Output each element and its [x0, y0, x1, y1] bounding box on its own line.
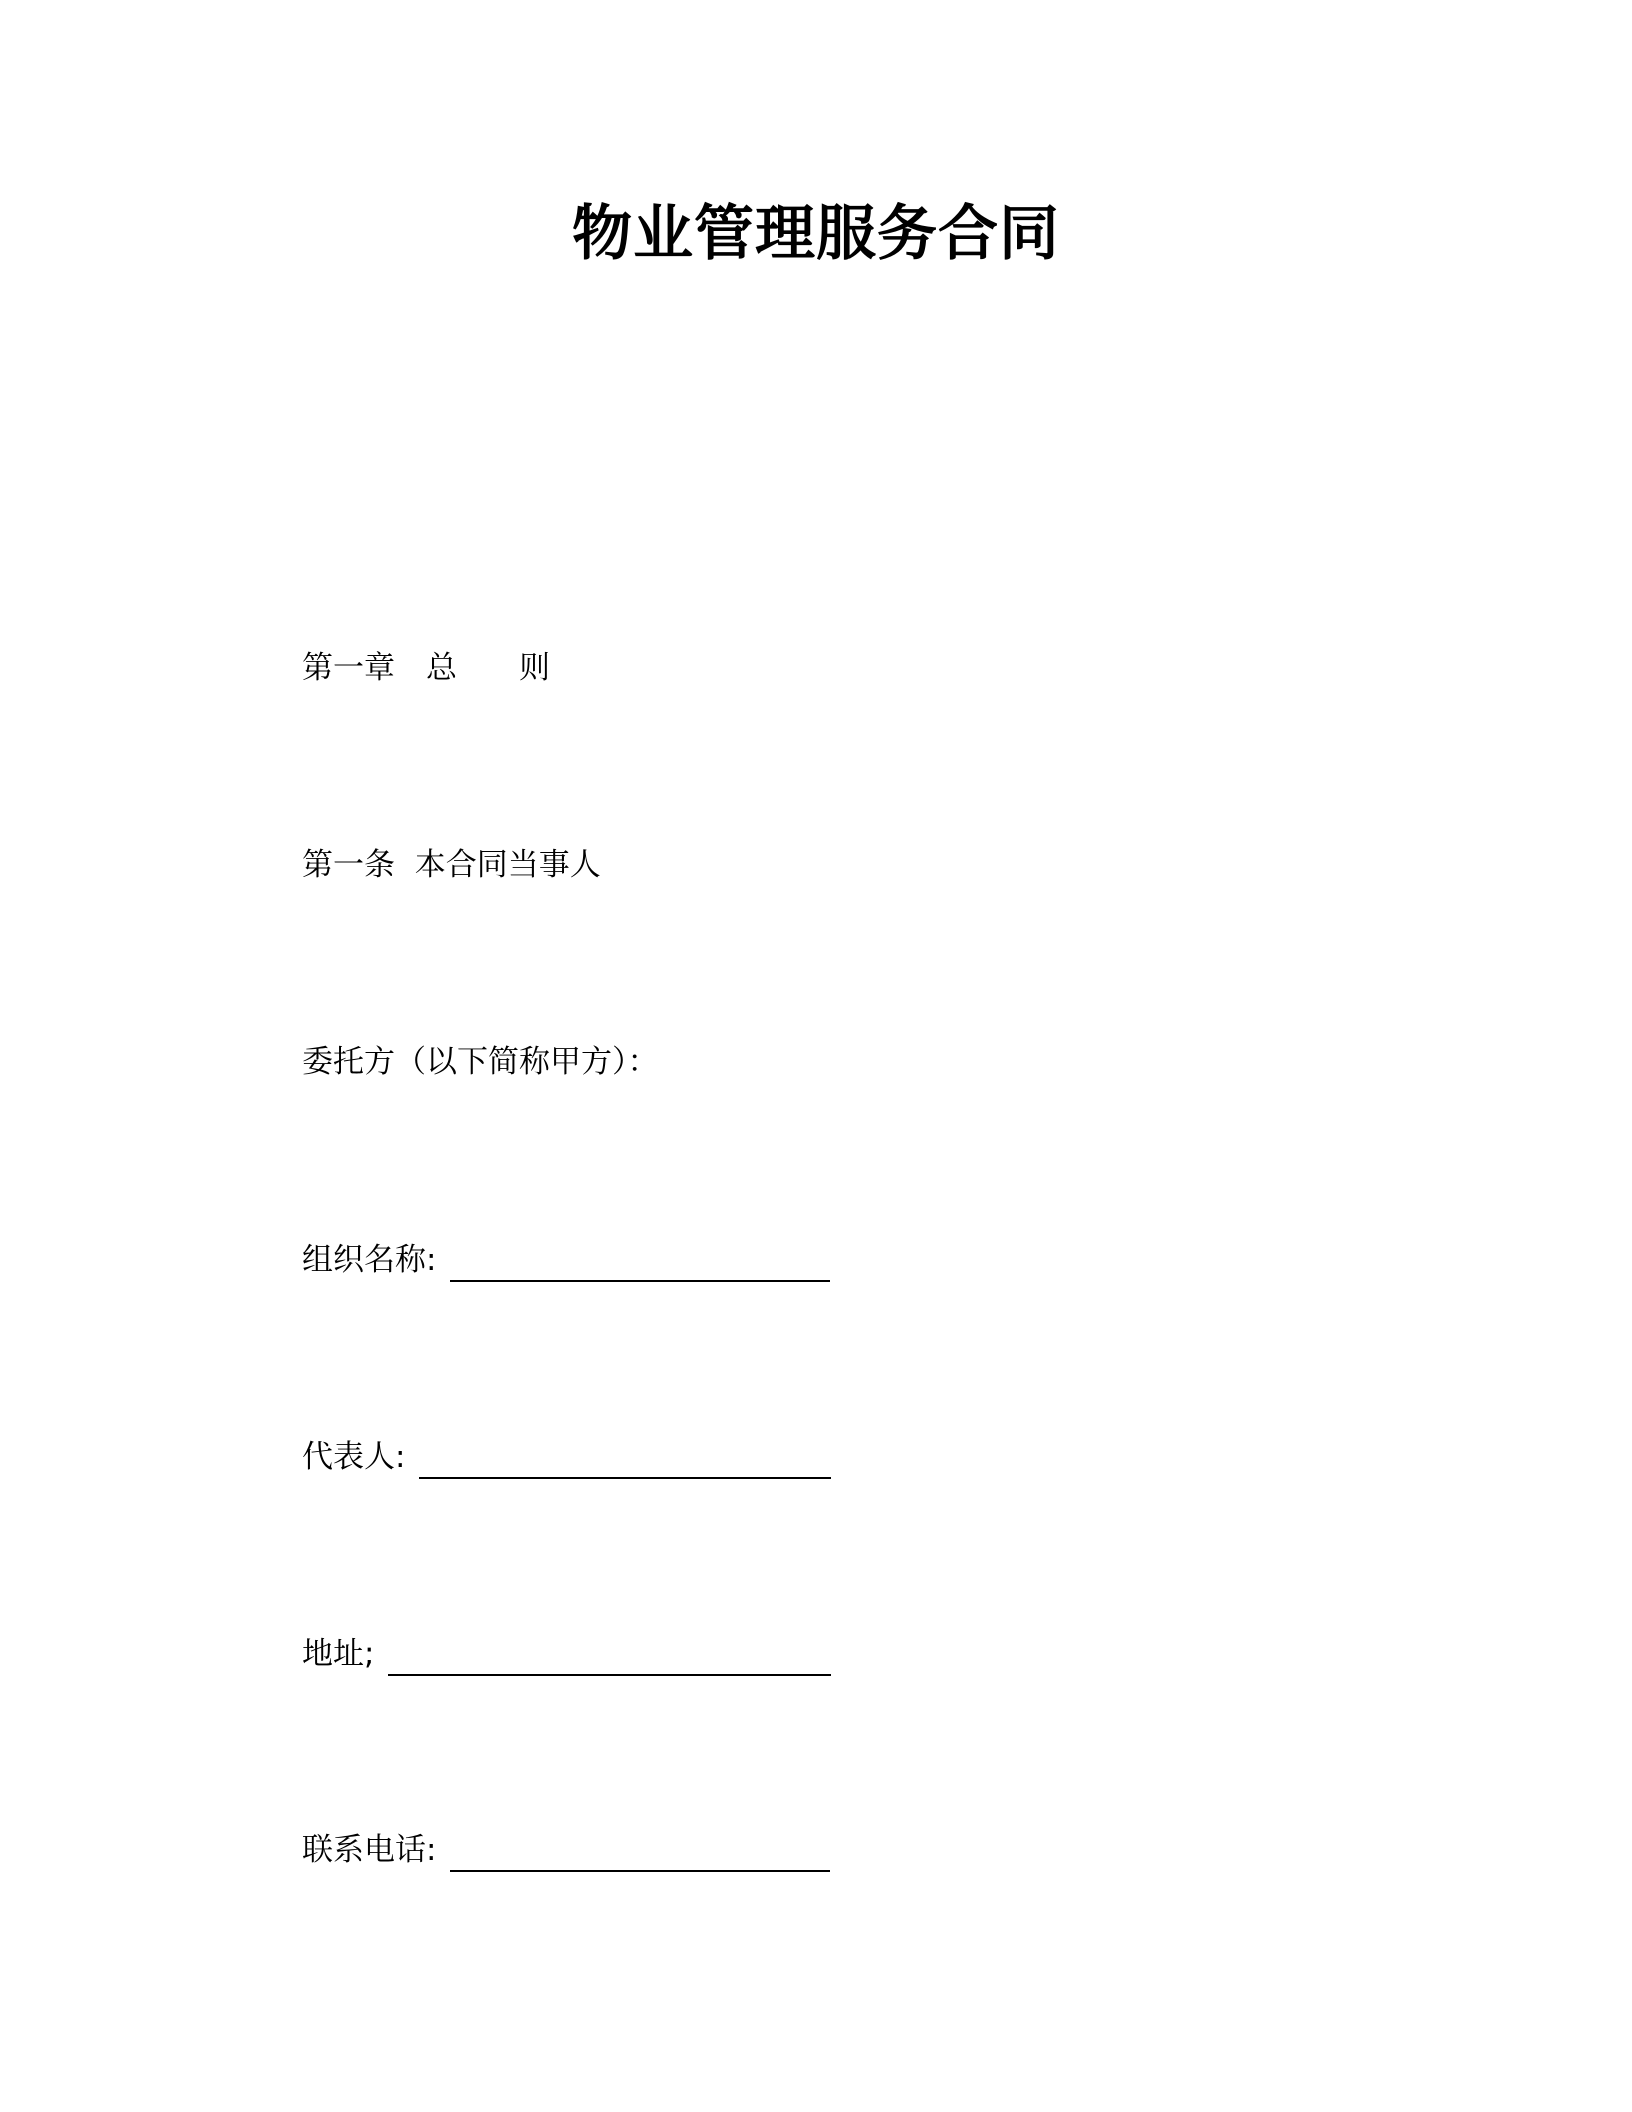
party-intro: 委托方（以下简称甲方）： — [302, 1044, 659, 1080]
org-name-blank[interactable] — [450, 1244, 830, 1282]
phone-blank[interactable] — [450, 1834, 830, 1872]
representative-label: 代表人: — [302, 1439, 406, 1475]
org-name-label: 组织名称: — [302, 1242, 437, 1278]
address-label: 地址; — [302, 1636, 375, 1672]
phone-label: 联系电话: — [302, 1832, 437, 1868]
address-blank[interactable] — [388, 1638, 831, 1676]
chapter-heading: 第一章 总 则 — [302, 650, 550, 686]
representative-row — [302, 1429, 831, 1479]
phone-row — [302, 1822, 830, 1872]
article-heading: 第一条 本合同当事人 — [302, 847, 601, 883]
org-name-row — [302, 1232, 830, 1282]
representative-blank[interactable] — [419, 1441, 831, 1479]
document-title: 物业管理服务合同 — [572, 199, 1060, 269]
address-row — [302, 1626, 831, 1676]
